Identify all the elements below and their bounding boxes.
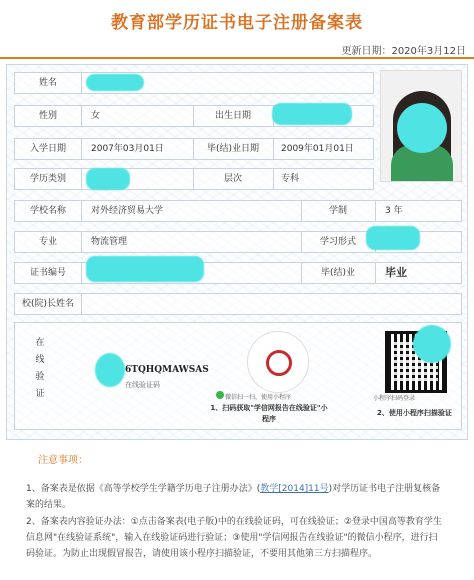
enroll-value: 2007年03月01日 — [91, 144, 164, 154]
form-label: 学习形式 — [319, 237, 356, 247]
enroll-label: 入学日期 — [29, 144, 66, 154]
qr-redacted — [413, 325, 451, 363]
grad-label: 毕(结)业日期 — [206, 144, 260, 154]
category-redacted — [86, 168, 130, 190]
name-redacted — [86, 74, 144, 91]
update-date-value: 2020年3月12日 — [391, 46, 466, 57]
verification-label-char: 线 — [35, 355, 45, 365]
president-label: 校(院)长姓名 — [21, 299, 75, 309]
row-dates — [14, 138, 374, 160]
duration-label: 学制 — [328, 206, 347, 216]
miniprogram-caption: 微信扫一扫，使用小程序 — [225, 394, 292, 401]
note-1-text-b: )对学历证书电子注册复核备案的结果。 — [26, 484, 441, 510]
gender-value: 女 — [91, 111, 101, 121]
major-label: 专业 — [38, 237, 57, 247]
header-rule — [0, 57, 474, 59]
miniprogram-logo-icon — [266, 350, 292, 376]
regulation-link[interactable]: 教学[2014]11号 — [260, 484, 329, 494]
verification-label-char: 在 — [35, 338, 45, 348]
step2-text: 2、使用小程序扫描验证 — [377, 409, 452, 417]
gender-label: 性别 — [38, 111, 57, 121]
page-title: 教育部学历证书电子注册备案表 — [111, 13, 363, 33]
row-president — [14, 293, 462, 315]
verification-code-link[interactable]: 6TQHQMAWSAS — [125, 365, 209, 375]
wechat-icon — [216, 391, 224, 399]
form-redacted — [366, 226, 420, 250]
note-1 — [26, 481, 446, 513]
level-value: 专科 — [281, 174, 300, 184]
verification-label-char: 验 — [35, 372, 45, 382]
verification-code-caption: 在线验证码 — [125, 381, 160, 389]
row-name — [14, 72, 374, 94]
student-photo — [380, 70, 462, 182]
cert-redacted — [86, 256, 204, 282]
level-label: 层次 — [223, 174, 242, 184]
row-category — [14, 168, 374, 190]
step1-text: 1、扫码获取"学信网报告在线验证"小程序 — [210, 404, 328, 423]
note-2: 2、备案表内容验证办法：①点击备案表(电子版)中的在线验证码，可在线验证；②登录中国高等教育学生信息网"在线验证系统"，输入在线验证码进行验证；③使用"学信网报告在线验证"的微信小程序，进行扫码验证。为防止出现假冒报告，请使用该小程序扫描验证，不要用其他第三方扫描程序。 — [26, 517, 442, 559]
duration-value: 3 年 — [385, 206, 403, 216]
notes-title: 注意事项： — [38, 455, 88, 466]
status-value: 毕业 — [385, 266, 407, 279]
major-value: 物流管理 — [91, 237, 128, 247]
note-1-text-a: 1、备案表是依据《高等学校学生学籍学历电子注册办法》( — [26, 484, 261, 494]
update-date-label: 更新日期： — [341, 46, 392, 57]
verification-area — [14, 322, 462, 430]
miniprogram-code[interactable] — [247, 331, 309, 393]
category-label: 学历类别 — [29, 174, 66, 184]
cert-label: 证书编号 — [29, 268, 66, 278]
row-school — [14, 200, 462, 222]
qr-caption: 小程序扫码登录 — [373, 395, 416, 402]
name-label: 姓名 — [38, 78, 57, 88]
birth-redacted — [272, 103, 352, 125]
verification-label-char: 证 — [35, 389, 45, 399]
photo-face-redacted — [397, 103, 447, 153]
code-qr-redacted — [95, 353, 125, 387]
school-value: 对外经济贸易大学 — [91, 206, 164, 216]
school-label: 学校名称 — [29, 206, 66, 216]
status-label: 毕(结)业 — [320, 268, 356, 278]
grad-value: 2009年01月01日 — [281, 144, 354, 154]
verification-label — [33, 335, 47, 403]
update-date — [341, 42, 466, 57]
row-cert — [14, 262, 462, 284]
birth-label: 出生日期 — [214, 111, 251, 121]
